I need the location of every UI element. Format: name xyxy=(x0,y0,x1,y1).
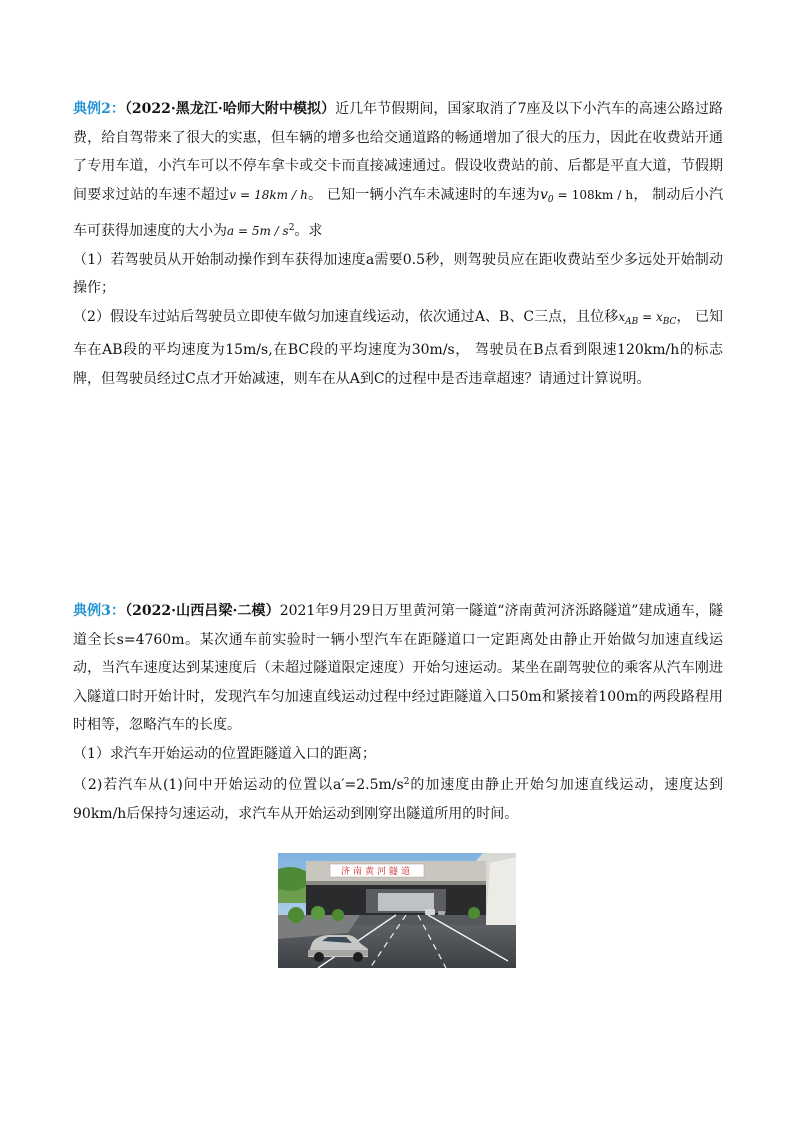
ex2-source: （2022·黑龙江·哈师大附中模拟） xyxy=(124,101,336,117)
ex2-q2-a: （2）假设车过站后驾驶员立即使车做匀加速直线运动，依次通过A、B、C三点，且位移 xyxy=(73,308,619,325)
ex2-v0-val: = 108km / h xyxy=(553,187,634,202)
ex3-source: （2022·山西吕梁·二模） xyxy=(125,603,280,619)
ex2-stem-b: 。 已知一辆小汽车未减速时的车速为 xyxy=(307,186,540,203)
ex2-stem-c: ， 制动后小汽车可获得加速度的大小为 xyxy=(73,186,724,239)
ex2-stem xyxy=(73,95,723,246)
ex2-question-2 xyxy=(73,303,723,394)
ex2-xbc-sym: x xyxy=(655,309,663,324)
ex3-q2-b: 的加速度由静止开始匀加速直线运动，速度达到90km/h后保持匀速运动，求汽车从开始运动到刚穿出隧道所用的时间。 xyxy=(73,777,723,822)
ex2-v0-sub: 0 xyxy=(547,194,554,205)
ex2-xab-sym: x xyxy=(618,309,626,324)
ex2-v-eq: v = 18km / h xyxy=(229,187,308,202)
ex3-label: 典例3： xyxy=(73,603,126,619)
ex3-question-1: （1）求汽车开始运动的位置距隧道入口的距离； xyxy=(73,745,376,762)
ex3-stem xyxy=(73,597,723,740)
ex2-label: 典例2： xyxy=(73,101,125,117)
ex3-q2-exp: 2 xyxy=(403,777,410,787)
ex2-a-eq: a = 5m / s xyxy=(227,224,289,238)
ex2-xab-sub: AB xyxy=(625,316,639,327)
example-2 xyxy=(73,95,723,393)
ex3-question-2 xyxy=(73,768,723,828)
ex3-stem-text: 2021年9月29日万里黄河第一隧道“济南黄河济泺路隧道”建成通车，隧道全长s=4760m。某次通车前实验时一辆小型汽车在距隧道口一定距离处由静止开始做匀加速直线运动，当汽车速度达到某速度后（未超过隧道限定速度）开始匀速运动。某坐在副驾驶位的乘客从汽车刚进入隧道口时开始计时，发现汽车匀加速直线运动过程中经过距隧道入口50m和紧接着100m的两段路程用时相等，忽略汽车的长度。 xyxy=(73,603,723,733)
ex2-eq-sign: = xyxy=(638,309,656,324)
ex3-q2-a: （2)若汽车从(1)问中开始运动的位置以a′=2.5m/s xyxy=(73,777,404,793)
ex2-stem-a: 近几年节假期间，国家取消了7座及以下小汽车的高速公路过路费，给自驾带来了很大的实惠，但车辆的增多也给交通道路的畅通增加了很大的压力，因此在收费站开通了专用车道，小汽车可以不停车拿卡或交卡而直接减速通过。假设收费站的前、后都是平直大道，节假期间要求过站的车速不超过 xyxy=(73,101,723,203)
example-3 xyxy=(73,597,723,828)
ex2-a-exp: 2 xyxy=(288,223,295,233)
tunnel-photo xyxy=(278,853,516,968)
ex2-q2-b: ， 已知车在AB段的平均速度为15m/s,在BC段的平均速度为30m/s， 驾驶员在B点看到限速120km/h的标志牌，但驾驶员经过C点才开始减速，则车在从A到C的过程中是否违章超速？请通过计算说明。 xyxy=(73,308,724,387)
tunnel-sign-text: 济南黄河隧道 xyxy=(340,867,414,877)
ex2-stem-d: 。求 xyxy=(294,223,323,239)
ex2-xbc-sub: BC xyxy=(662,316,677,327)
ex2-question-1: （1）若驾驶员从开始制动操作到车获得加速度a需要0.5秒，则驾驶员应在距收费站至少多远处开始制动操作； xyxy=(73,251,723,296)
ex2-v0-sym: v xyxy=(540,186,548,203)
